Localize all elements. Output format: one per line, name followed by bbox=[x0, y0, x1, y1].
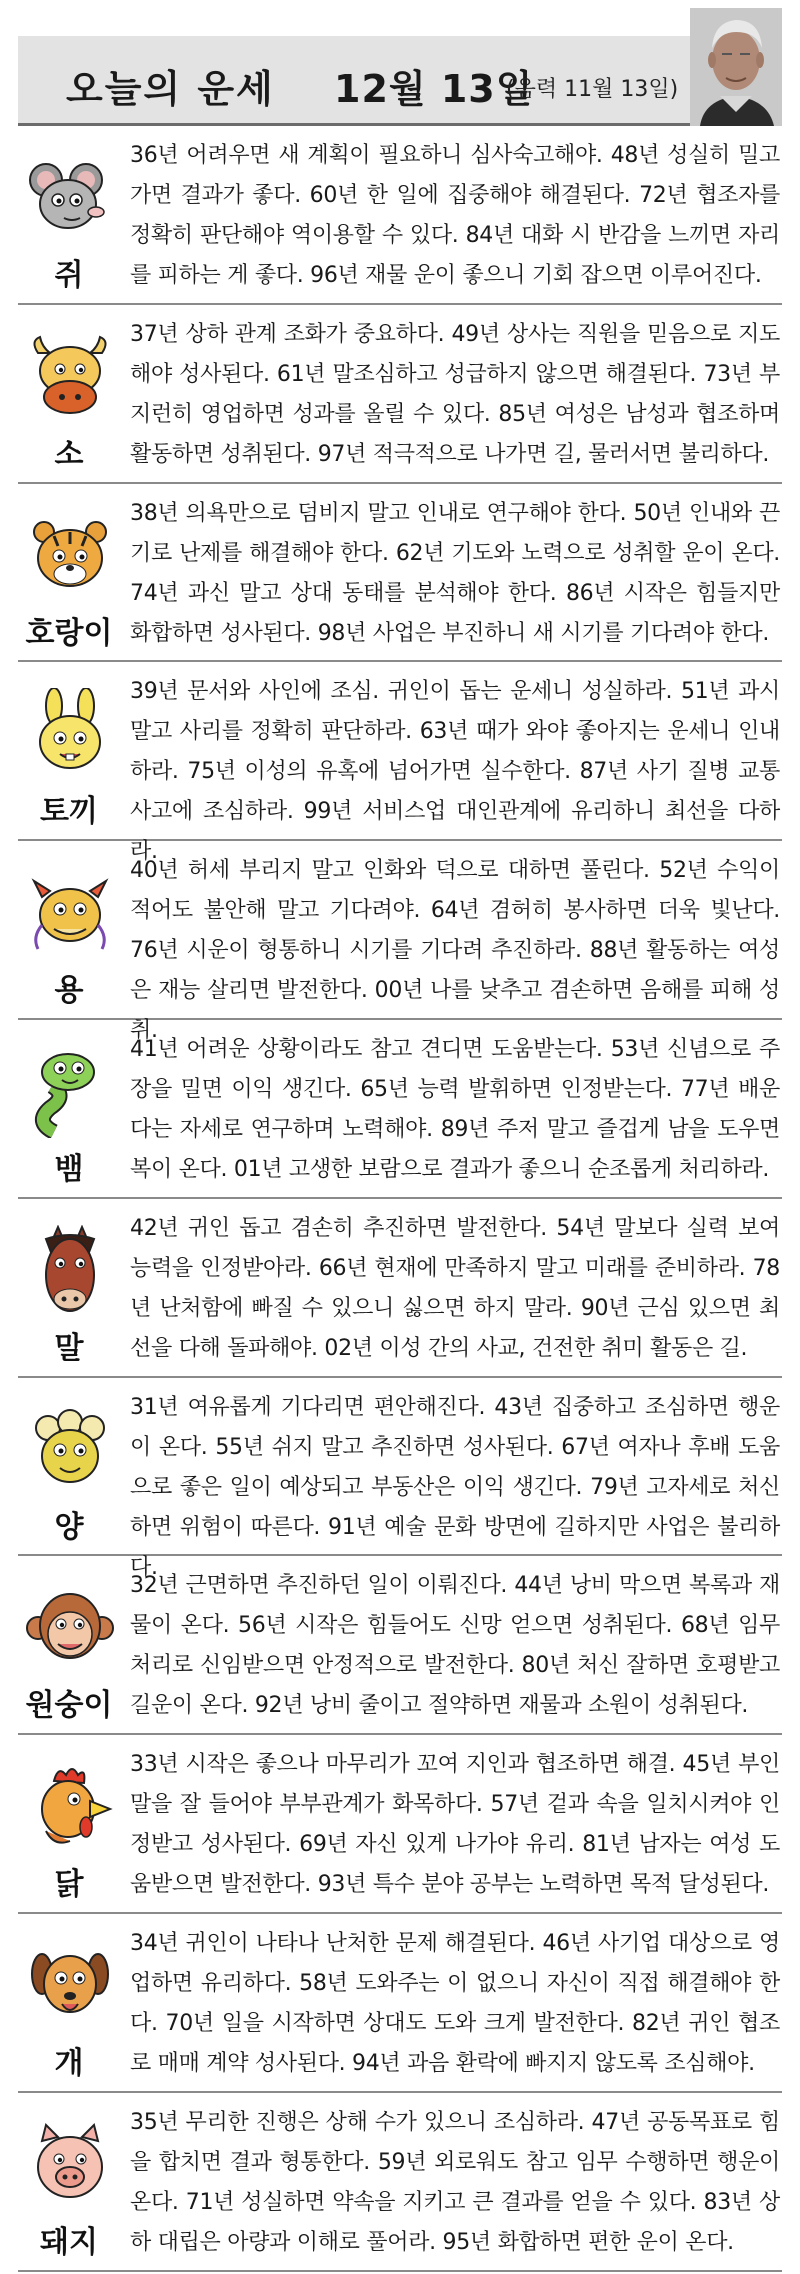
ox-icon bbox=[24, 331, 116, 423]
fortune-text-tiger: 38년 의욕만으로 덤비지 말고 인내로 연구해야 한다. 50년 인내와 끈기로 난제를 해결해야 한다. 62년 기도와 노력으로 성취할 운이 온다. 74년 과신 말고 상대 동태를 분석해야 한다. 86년 시작은 힘들지만 화합하면 성사된다. 98년 사업은 부진하니 새 시기를 기다려야 한다. bbox=[130, 500, 780, 646]
animal-name-rooster: 닭 bbox=[54, 1867, 84, 1903]
animal-name-ox: 소 bbox=[54, 436, 84, 472]
pig-icon bbox=[24, 2119, 116, 2211]
fortune-text-pig: 35년 무리한 진행은 상해 수가 있으니 조심하라. 47년 공동목표로 힘을 합치면 결과 형통한다. 59년 외로워도 참고 임무 수행하면 행운이 온다. 71년 성실하면 약속을 지키고 큰 결과를 얻을 수 있다. 83년 상하 대립은 아량과 이해로 풀어라. 95년 화합하면 편한 운이 온다. bbox=[130, 2109, 780, 2255]
fortune-row-dog bbox=[18, 1914, 782, 2093]
fortune-text-snake: 41년 어려운 상황이라도 참고 견디면 도움받는다. 53년 신념으로 주장을 밀면 이익 생긴다. 65년 능력 발휘하면 인정받는다. 77년 배운다는 자세로 연구하며 노력해야. 89년 주저 말고 즐겁게 남을 도우면 복이 온다. 01년 고생한 보람으로 결과가 좋으니 순조롭게 처리하라. bbox=[130, 1036, 780, 1182]
animal-name-horse: 말 bbox=[54, 1330, 84, 1366]
fortune-list bbox=[18, 126, 782, 2272]
animal-name-monkey: 원숭이 bbox=[25, 1688, 113, 1724]
fortune-row-dragon bbox=[18, 841, 782, 1044]
monkey-icon bbox=[24, 1582, 116, 1674]
fortune-text-dog: 34년 귀인이 나타나 난처한 문제 해결된다. 46년 사기업 대상으로 영업하면 유리하다. 58년 도와주는 이 없으니 자신이 직접 해결해야 한다. 70년 일을 시작하면 상대도 도와 크게 발전한다. 82년 귀인 협조로 매매 계약 성사된다. 94년 과음 환락에 빠지지 않도록 조심해야. bbox=[130, 1930, 780, 2076]
rabbit-icon bbox=[24, 688, 116, 780]
dragon-icon bbox=[24, 867, 116, 959]
fortune-text-sheep: 31년 여유롭게 기다리면 편안해진다. 43년 집중하고 조심하면 행운이 온다. 55년 쉬지 말고 추진하면 성사된다. 67년 여자나 후배 도움으로 좋은 일이 예상되고 부동산은 이익 생긴다. 79년 고자세로 처신하면 위험이 따른다. 91년 예술 문화 방면에 길하지만 사업은 불리하다. bbox=[130, 1394, 780, 1580]
animal-name-sheep: 양 bbox=[54, 1509, 84, 1545]
fortune-row-sheep bbox=[18, 1378, 782, 1580]
tiger-icon bbox=[24, 510, 116, 602]
fortune-text-ox: 37년 상하 관계 조화가 중요하다. 49년 상사는 직원을 믿음으로 지도해야 성사된다. 61년 말조심하고 성급하지 않으면 해결된다. 73년 부지런히 영업하면 성과를 올릴 수 있다. 85년 여성은 남성과 협조하며 활동하면 성취된다. 97년 적극적으로 나가면 길, 물러서면 불리하다. bbox=[130, 321, 780, 467]
fortune-row-rooster bbox=[18, 1735, 782, 1914]
fortune-row-tiger bbox=[18, 484, 782, 663]
fortune-text-rat: 36년 어려우면 새 계획이 필요하니 심사숙고해야. 48년 성실히 밀고 가면 결과가 좋다. 60년 한 일에 집중해야 해결된다. 72년 협조자를 정확히 판단해야 역이용할 수 있다. 84년 대화 시 반감을 느끼면 자리를 피하는 게 좋다. 96년 재물 운이 좋으니 기회 잡으면 이루어진다. bbox=[130, 143, 780, 288]
animal-name-dog: 개 bbox=[54, 2045, 84, 2081]
fortune-row-rat bbox=[18, 126, 782, 305]
fortune-text-monkey: 32년 근면하면 추진하던 일이 이뤄진다. 44년 낭비 막으면 복록과 재물이 온다. 56년 시작은 힘들어도 신망 얻으면 성취된다. 68년 임무 처리로 신임받으면 안정적으로 발전한다. 80년 처신 잘하면 호평받고 길운이 온다. 92년 낭비 줄이고 절약하면 재물과 소원이 성취된다. bbox=[130, 1573, 780, 1719]
animal-name-snake: 뱀 bbox=[54, 1151, 84, 1187]
animal-name-rabbit: 토끼 bbox=[40, 794, 98, 830]
date-label: 12월 13일 bbox=[334, 67, 534, 111]
animal-name-rat: 쥐 bbox=[54, 258, 84, 293]
fortune-text-horse: 42년 귀인 돕고 겸손히 추진하면 발전한다. 54년 말보다 실력 보여 능력을 인정받아라. 66년 현재에 만족하지 말고 미래를 준비하라. 78년 난처함에 빠질 수 있으니 싫으면 하지 말라. 90년 근심 있으면 최선을 다해 돌파해야. 02년 이성 간의 사교, 건전한 취미 활동은 길. bbox=[130, 1215, 780, 1361]
animal-name-dragon: 용 bbox=[54, 973, 84, 1009]
fortune-row-rabbit bbox=[18, 662, 782, 865]
fortune-row-ox bbox=[18, 305, 782, 484]
page-title: 오늘의 운세 bbox=[66, 67, 275, 111]
lunar-date-label: (음력 11월 13일) bbox=[506, 77, 679, 102]
animal-name-pig: 돼지 bbox=[40, 2224, 98, 2260]
snake-icon bbox=[24, 1046, 116, 1138]
fortune-text-rooster: 33년 시작은 좋으나 마무리가 꼬여 지인과 협조하면 해결. 45년 부인 말을 잘 들어야 부부관계가 화목하다. 57년 겉과 속을 일치시켜야 인정받고 성사된다. 69년 자신 있게 나가야 유리. 81년 남자는 여성 도움받으면 발전한다. 93년 특수 분야 공부는 노력하면 목적 달성된다. bbox=[130, 1752, 780, 1898]
horse-icon bbox=[24, 1225, 116, 1317]
fortune-text-rabbit: 39년 문서와 사인에 조심. 귀인이 돕는 운세니 성실하라. 51년 과시 말고 사리를 정확히 판단하라. 63년 때가 와야 좋아지는 운세니 인내하라. 75년 이성의 유혹에 넘어가면 실수한다. 87년 사기 질병 교통사고에 조심하라. 99년 서비스업 대인관계에 유리하니 최선을 다하라. bbox=[130, 679, 780, 865]
fortune-row-pig bbox=[18, 2093, 782, 2272]
rat-icon bbox=[24, 152, 116, 244]
rooster-icon bbox=[24, 1761, 116, 1853]
sheep-icon bbox=[24, 1404, 116, 1496]
dog-icon bbox=[24, 1940, 116, 2032]
animal-name-tiger: 호랑이 bbox=[25, 615, 113, 651]
header-banner bbox=[18, 36, 782, 126]
fortune-row-horse bbox=[18, 1199, 782, 1378]
columnist-portrait-image bbox=[690, 8, 782, 126]
fortune-row-monkey bbox=[18, 1556, 782, 1735]
fortune-row-snake bbox=[18, 1020, 782, 1199]
fortune-text-dragon: 40년 허세 부리지 말고 인화와 덕으로 대하면 풀린다. 52년 수익이 적어도 불안해 말고 기다려야. 64년 겸허히 봉사하면 더욱 빛난다. 76년 시운이 형통하니 시기를 기다려 추진하라. 88년 활동하는 여성은 재능 살리면 발전한다. 00년 나를 낮추고 겸손하면 음해를 피해 성취. bbox=[130, 858, 780, 1044]
